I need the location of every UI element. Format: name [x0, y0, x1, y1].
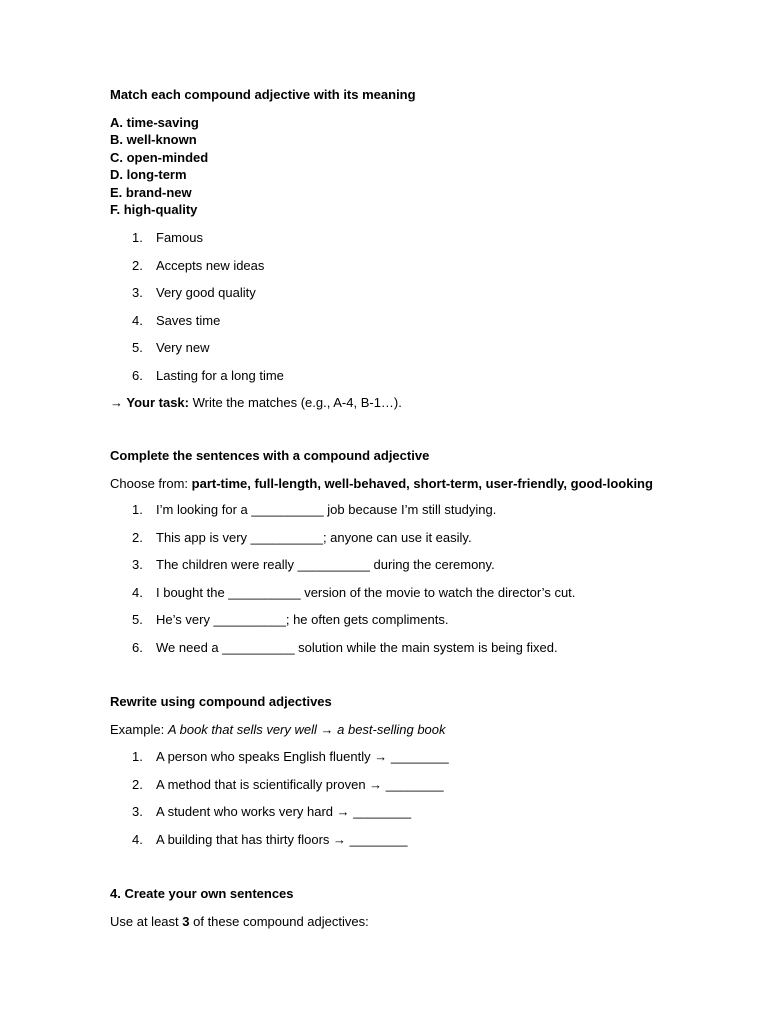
item-text: Accepts new ideas [156, 257, 265, 273]
item-number: 4. [132, 312, 143, 328]
instruction-pre: Use at least [110, 914, 183, 929]
matching-section [110, 87, 728, 411]
section-heading: Complete the sentences with a compound adjective [110, 448, 430, 463]
item-number: 3. [132, 557, 143, 572]
item-text: I’m looking for a __________ job because I’m still studying. [156, 502, 497, 517]
item-number: 1. [132, 502, 143, 517]
option-item: D. long-term [110, 167, 187, 183]
example-text: A book that sells very well → a best-selling book [167, 722, 446, 737]
task-text: Write the matches (e.g., A-4, B-1…). [188, 395, 402, 411]
item-text: The children were really __________ during the ceremony. [156, 557, 495, 572]
list-item [110, 803, 728, 831]
example-label: Example: [110, 722, 168, 737]
item-number: 2. [132, 776, 143, 792]
item-number: 5. [132, 612, 143, 627]
item-number: 3. [132, 804, 143, 819]
item-number: 1. [132, 749, 143, 764]
item-text: A student who works very hard → ________ [156, 804, 412, 819]
list-item [110, 229, 728, 257]
choose-words: part-time, full-length, well-behaved, short-term, user-friendly, good-looking [191, 476, 653, 491]
item-text: We need a __________ solution while the main system is being fixed. [156, 639, 558, 655]
choose-label: Choose from: [110, 476, 192, 491]
item-text: This app is very __________; anyone can use it easily. [156, 529, 472, 545]
item-number: 2. [132, 257, 143, 273]
task-instruction [110, 394, 728, 411]
section-heading: 4. Create your own sentences [110, 886, 294, 901]
task-label: → Your task: [110, 395, 189, 411]
instruction-post: of these compound adjectives: [189, 914, 369, 929]
choose-from-line [110, 475, 728, 492]
item-text: He’s very __________; he often gets compliments. [156, 612, 449, 627]
list-item [110, 639, 728, 667]
item-number: 2. [132, 529, 143, 545]
item-number: 4. [132, 831, 143, 847]
item-number: 6. [132, 367, 143, 383]
section-heading: Rewrite using compound adjectives [110, 694, 332, 709]
item-number: 5. [132, 340, 143, 356]
create-sentences-section [110, 886, 728, 930]
list-item [110, 367, 728, 395]
list-item [110, 501, 728, 529]
item-text: Very new [156, 340, 210, 356]
option-item: B. well-known [110, 132, 197, 148]
option-item: E. brand-new [110, 184, 192, 200]
item-text: I bought the __________ version of the movie to watch the director’s cut. [156, 584, 576, 600]
option-item: F. high-quality [110, 202, 198, 218]
item-number: 4. [132, 584, 143, 600]
list-item [110, 831, 728, 859]
meanings-list [110, 229, 728, 394]
list-item [110, 312, 728, 340]
list-item [110, 556, 728, 584]
item-text: Famous [156, 230, 203, 246]
list-item [110, 257, 728, 285]
item-text: Very good quality [156, 285, 256, 301]
list-item [110, 584, 728, 612]
item-text: Lasting for a long time [156, 367, 284, 383]
item-number: 6. [132, 639, 143, 655]
item-text: A method that is scientifically proven → ________ [156, 776, 444, 792]
item-text: A person who speaks English fluently → ________ [156, 749, 449, 764]
complete-sentences-section [110, 448, 728, 666]
item-number: 1. [132, 230, 143, 246]
rewrite-list [110, 748, 728, 858]
option-item: C. open-minded [110, 149, 209, 165]
example-line [110, 721, 728, 738]
options-list [110, 114, 728, 218]
list-item [110, 284, 728, 312]
list-item [110, 748, 728, 776]
list-item [110, 339, 728, 367]
item-number: 3. [132, 285, 143, 301]
list-item [110, 529, 728, 557]
item-text: A building that has thirty floors → ________ [156, 831, 408, 847]
option-item: A. time-saving [110, 115, 199, 130]
list-item [110, 611, 728, 639]
rewrite-section [110, 694, 728, 858]
sentences-list [110, 501, 728, 666]
instruction-line [110, 913, 728, 930]
list-item [110, 776, 728, 804]
instruction-count: 3 [182, 914, 190, 929]
item-text: Saves time [156, 312, 221, 328]
section-heading: Match each compound adjective with its meaning [110, 87, 416, 102]
